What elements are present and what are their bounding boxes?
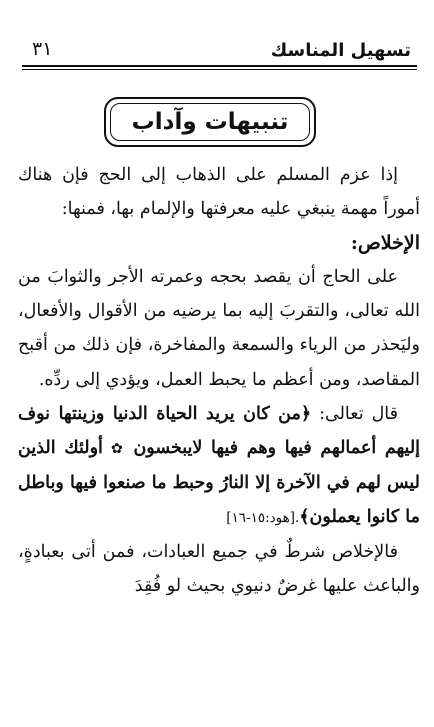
- quran-verse-part-2: أولئك الذين ليس لهم في الآخرة إلا النارُ وحبط ما صنعوا فيها وباطل ما كانوا يعملون﴾: [18, 437, 420, 527]
- running-header: [22, 36, 417, 70]
- intro-paragraph: إذا عزم المسلم على الذهاب إلى الحج فإن هناك أموراً مهمة ينبغي عليه معرفتها والإلمام بها، فمنها:: [18, 165, 420, 220]
- page-number: ٣١: [32, 38, 53, 60]
- ikhlas-heading: الإخلاص:: [350, 232, 420, 255]
- quote-paragraph: [18, 397, 420, 535]
- quote-intro: قال تعالى:: [311, 403, 398, 424]
- header-rule-thin: [22, 69, 417, 70]
- quran-reference: .[هود:١٥-١٦]: [226, 509, 300, 526]
- verse-end-ornament: ✿: [111, 440, 126, 457]
- closing-paragraph: فالإخلاص شرطٌ في جميع العبادات، فمن أتى بعبادةٍ، والباعث عليها غرضٌ دنيوي بحيث لو فُقِدَ: [18, 542, 420, 597]
- book-title: تسهيل المناسك: [270, 40, 411, 61]
- ikhlas-paragraph: على الحاج أن يقصد بحجه وعمرته الأجر والثوابَ من الله تعالى، والتقربَ إليه بما يرضيه من الأقوال والأفعال، وليَحذر من الرياء والسمعة والمفاخرة، فإن ذلك من أقبح المقاصد، ومن أعظم ما يحبط العمل، ويؤدي إلى ردِّه.: [18, 267, 420, 390]
- section-title-frame: [104, 97, 316, 147]
- quran-verse-part-1: ﴿من كان يريد الحياة الدنيا وزينتها نوف إليهم أعمالهم فيها وهم فيها لايبخسون: [18, 403, 421, 458]
- page-body-text: [18, 158, 420, 603]
- section-title: تنبيهات وآداب: [110, 103, 310, 141]
- header-rule-thick: [22, 65, 417, 67]
